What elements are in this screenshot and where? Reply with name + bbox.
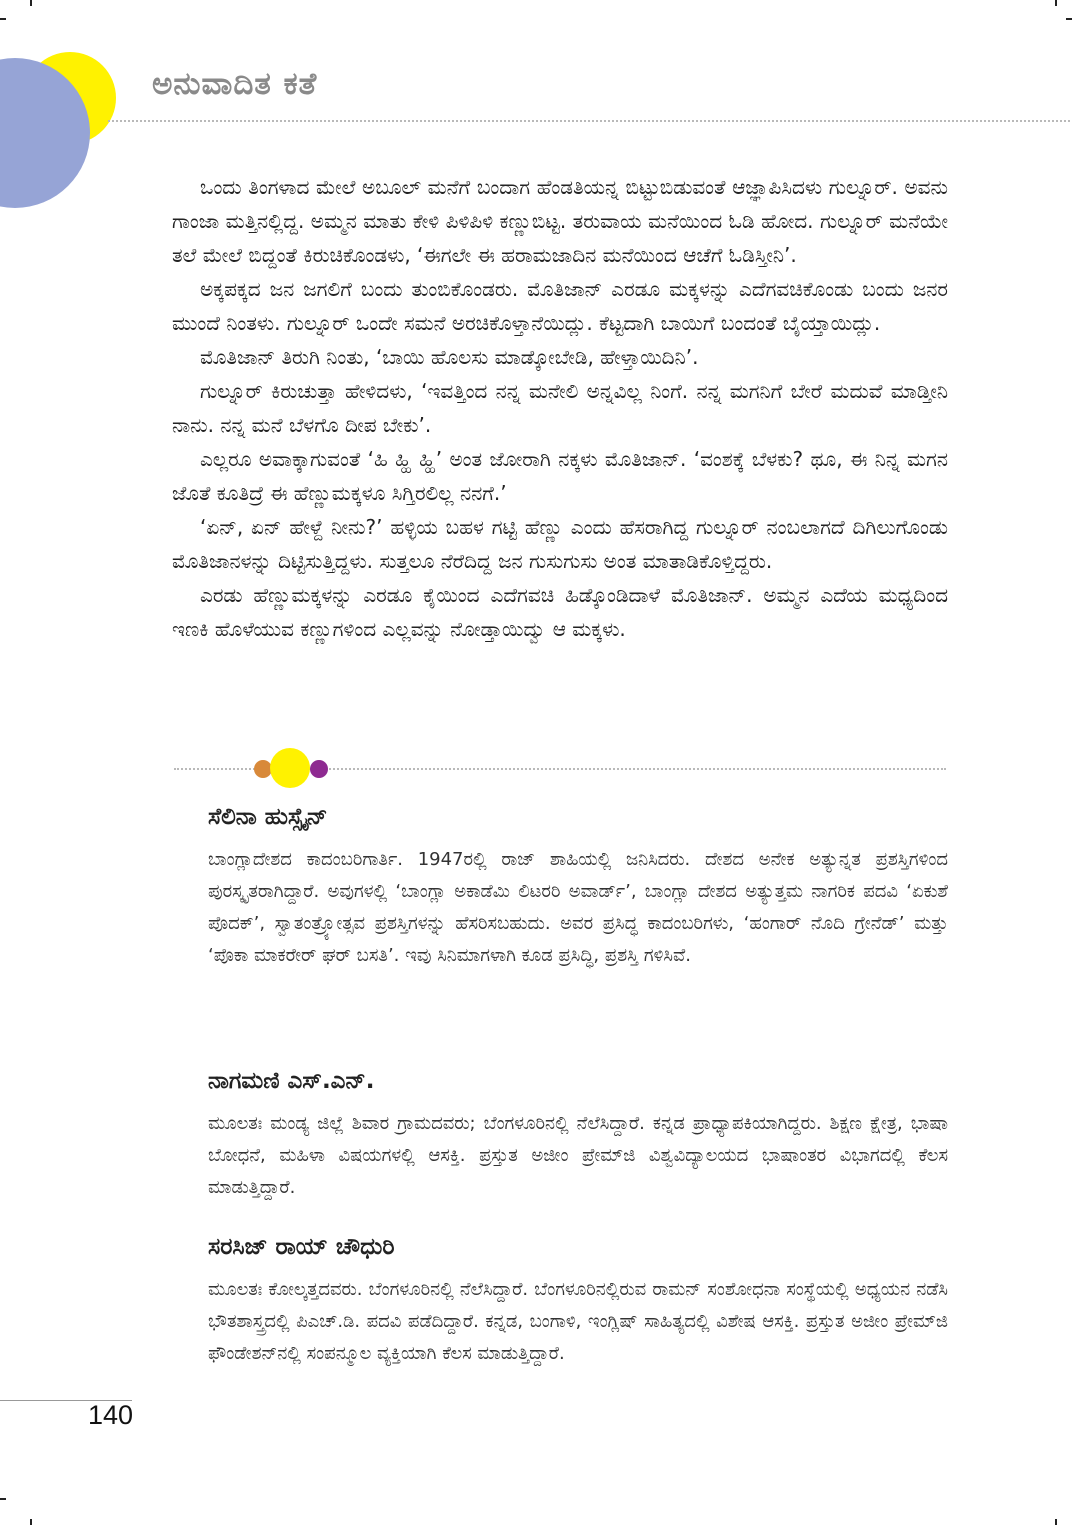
crop-mark-bottom-left <box>30 1519 32 1525</box>
bio-name: ನಾಗಮಣಿ ಎಸ್.ಎನ್. <box>208 1068 375 1094</box>
story-paragraph: ಎಲ್ಲರೂ ಅವಾಕ್ಕಾಗುವಂತೆ ‘ಹಿ ಹ್ಹಿ ಹ್ಹಿ’ ಅಂತ ಜೋರಾಗಿ ನಕ್ಕಳು ಮೊತಿಜಾನ್. ‘ವಂಶಕ್ಕೆ ಬೆಳಕು? ಥೂ, ಈ ನಿನ್ನ ಮಗನ ಜೊತೆ ಕೂತಿದ್ರೆ ಈ ಹೆಣ್ಣುಮಕ್ಕಳೂ ಸಿಗ್ತಿರಲಿಲ್ಲ ನನಗೆ.’ <box>172 447 948 505</box>
bio-text: ಬಾಂಗ್ಲಾದೇಶದ ಕಾದಂಬರಿಗಾರ್ತಿ. 1947ರಲ್ಲಿ ರಾಜ್ ಶಾಹಿಯಲ್ಲಿ ಜನಿಸಿದರು. ದೇಶದ ಅನೇಕ ಅತ್ಯುನ್ನತ ಪ್ರಶಸ್ತಿಗಳಿಂದ ಪುರಸ್ಕೃತರಾಗಿದ್ದಾರೆ. ಅವುಗಳಲ್ಲಿ ‘ಬಾಂಗ್ಲಾ ಅಕಾಡೆಮಿ ಲಿಟರರಿ ಅವಾರ್ಡ್’, ಬಾಂಗ್ಲಾ ದೇಶದ ಅತ್ಯುತ್ತಮ ನಾಗರಿಕ ಪದವಿ ‘ಏಕುಶೆ ಪೊದಕ್’, ಸ್ವಾತಂತ್ರ್ಯೋತ್ಸವ ಪ್ರಶಸ್ತಿಗಳನ್ನು ಹೆಸರಿಸಬಹುದು. ಅವರ ಪ್ರಸಿದ್ಧ ಕಾದಂಬರಿಗಳು, ‘ಹಂಗಾರ್ ನೊದಿ ಗ್ರೇನೆಡ್’ ಮತ್ತು ‘ಪೊಕಾ ಮಾಕರೇರ್ ಘರ್ ಬಸತಿ’. ಇವು ಸಿನಿಮಾಗಳಾಗಿ ಕೂಡ ಪ್ರಸಿದ್ಧಿ, ಪ್ರಶಸ್ತಿ ಗಳಿಸಿವೆ. <box>208 849 948 966</box>
bio-name: ಸರಸಿಜ್ ರಾಯ್ ಚೌಧುರಿ <box>208 1234 395 1260</box>
author-bio <box>208 804 948 972</box>
bio-text: ಮೂಲತಃ ಕೋಲ್ಕತ್ತದವರು. ಬೆಂಗಳೂರಿನಲ್ಲಿ ನೆಲೆಸಿದ್ದಾರೆ. ಬೆಂಗಳೂರಿನಲ್ಲಿರುವ ರಾಮನ್ ಸಂಶೋಧನಾ ಸಂಸ್ಥೆಯಲ್ಲಿ ಅಧ್ಯಯನ ನಡೆಸಿ ಭೌತಶಾಸ್ತ್ರದಲ್ಲಿ ಪಿಎಚ್.ಡಿ. ಪದವಿ ಪಡೆದಿದ್ದಾರೆ. ಕನ್ನಡ, ಬಂಗಾಳಿ, ಇಂಗ್ಲಿಷ್ ಸಾಹಿತ್ಯದಲ್ಲಿ ವಿಶೇಷ ಆಸಕ್ತಿ. ಪ್ರಸ್ತುತ ಅಜೀಂ ಪ್ರೇಮ್‌ಜಿ ಫೌಂಡೇಶನ್‌ನಲ್ಲಿ ಸಂಪನ್ಮೂಲ ವ್ಯಕ್ತಿಯಾಗಿ ಕೆಲಸ ಮಾಡುತ್ತಿದ್ದಾರೆ. <box>208 1279 948 1364</box>
crop-mark-left-lower <box>0 1498 6 1500</box>
translator-bio <box>208 1234 948 1370</box>
bio-text: ಮೂಲತಃ ಮಂಡ್ಯ ಜಿಲ್ಲೆ ಶಿವಾರ ಗ್ರಾಮದವರು; ಬೆಂಗಳೂರಿನಲ್ಲಿ ನೆಲೆಸಿದ್ದಾರೆ. ಕನ್ನಡ ಪ್ರಾಧ್ಯಾಪಕಿಯಾಗಿದ್ದರು. ಶಿಕ್ಷಣ ಕ್ಷೇತ್ರ, ಭಾಷಾ ಬೋಧನೆ, ಮಹಿಳಾ ವಿಷಯಗಳಲ್ಲಿ ಆಸಕ್ತಿ. ಪ್ರಸ್ತುತ ಅಜೀಂ ಪ್ರೇಮ್‌ಜಿ ವಿಶ್ವವಿದ್ಯಾಲಯದ ಭಾಷಾಂತರ ವಿಭಾಗದಲ್ಲಿ ಕೆಲಸ ಮಾಡುತ್ತಿದ್ದಾರೆ. <box>208 1113 948 1198</box>
story-paragraph: ಮೊತಿಜಾನ್ ತಿರುಗಿ ನಿಂತು, ‘ಬಾಯಿ ಹೊಲಸು ಮಾಡ್ಕೋಬೇಡಿ, ಹೇಳ್ತಾಯಿದಿನಿ’. <box>200 345 699 369</box>
crop-mark-top-left <box>30 0 32 6</box>
bio-name: ಸೆಲಿನಾ ಹುಸ್ಸೈನ್ <box>208 804 328 830</box>
story-paragraph: ‘ಏನ್, ಏನ್ ಹೇಳ್ದೆ ನೀನು?’ ಹಳ್ಳಿಯ ಬಹಳ ಗಟ್ಟಿ ಹೆಣ್ಣು ಎಂದು ಹೆಸರಾಗಿದ್ದ ಗುಲ್ನೂರ್ ನಂಬಲಾಗದೆ ದಿಗಿಲುಗೊಂಡು ಮೊತಿಜಾನಳನ್ನು ದಿಟ್ಟಿಸುತ್ತಿದ್ದಳು. ಸುತ್ತಲೂ ನೆರೆದಿದ್ದ ಜನ ಗುಸುಗುಸು ಅಂತ ಮಾತಾಡಿಕೊಳ್ತಿದ್ದರು. <box>172 515 948 573</box>
header-divider <box>108 120 1070 122</box>
story-paragraph: ಒಂದು ತಿಂಗಳಾದ ಮೇಲೆ ಅಬೂಲ್ ಮನೆಗೆ ಬಂದಾಗ ಹೆಂಡತಿಯನ್ನ ಬಿಟ್ಟುಬಿಡುವಂತೆ ಆಜ್ಞಾಪಿಸಿದಳು ಗುಲ್ನೂರ್. ಅವನು ಗಾಂಜಾ ಮತ್ತಿನಲ್ಲಿದ್ದ. ಅಮ್ಮನ ಮಾತು ಕೇಳಿ ಪಿಳಿಪಿಳಿ ಕಣ್ಣುಬಿಟ್ಟ. ತರುವಾಯ ಮನೆಯಿಂದ ಓಡಿ ಹೋದ. ಗುಲ್ನೂರ್ ಮನೆಯೇ ತಲೆ ಮೇಲೆ ಬಿದ್ದಂತೆ ಕಿರುಚಿಕೊಂಡಳು, ‘ಈಗಲೇ ಈ ಹರಾಮಜಾದಿನ ಮನೆಯಿಂದ ಆಚೆಗೆ ಓಡಿಸ್ತೀನಿ’. <box>172 175 948 267</box>
story-paragraph: ಅಕ್ಕಪಕ್ಕದ ಜನ ಜಗಲಿಗೆ ಬಂದು ತುಂಬಿಕೊಂಡರು. ಮೊತಿಜಾನ್ ಎರಡೂ ಮಕ್ಕಳನ್ನು ಎದೆಗವಚಿಕೊಂಡು ಬಂದು ಜನರ ಮುಂದೆ ನಿಂತಳು. ಗುಲ್ನೂರ್ ಒಂದೇ ಸಮನೆ ಅರಚಿಕೊಳ್ತಾನೆಯಿದ್ಲು. ಕೆಟ್ಟದಾಗಿ ಬಾಯಿಗೆ ಬಂದಂತೆ ಬೈಯ್ತಾಯಿದ್ಲು. <box>172 277 948 335</box>
crop-mark-right-upper <box>1066 18 1072 20</box>
translator-bio <box>208 1068 948 1204</box>
purple-dot-decoration <box>310 760 328 778</box>
story-body <box>172 170 948 646</box>
section-title: ಅನುವಾದಿತ ಕತೆ <box>152 66 318 102</box>
story-paragraph: ಎರಡು ಹೆಣ್ಣುಮಕ್ಕಳನ್ನು ಎರಡೂ ಕೈಯಿಂದ ಎದೆಗವಚಿ ಹಿಡ್ಕೊಂಡಿದಾಳೆ ಮೊತಿಜಾನ್. ಅಮ್ಮನ ಎದೆಯ ಮಧ್ಯದಿಂದ ಇಣಕಿ ಹೊಳೆಯುವ ಕಣ್ಣುಗಳಿಂದ ಎಲ್ಲವನ್ನು ನೋಡ್ತಾಯಿದ್ವು ಆ ಮಕ್ಕಳು. <box>172 583 948 641</box>
crop-mark-bottom-right <box>1055 1519 1057 1525</box>
yellow-dot-decoration <box>270 748 310 788</box>
crop-mark-left-upper <box>0 18 6 20</box>
page-number: 140 <box>88 1400 134 1430</box>
story-paragraph: ಗುಲ್ನೂರ್ ಕಿರುಚುತ್ತಾ ಹೇಳಿದಳು, ‘ಇವತ್ತಿಂದ ನನ್ನ ಮನೇಲಿ ಅನ್ನವಿಲ್ಲ ನಿಂಗೆ. ನನ್ನ ಮಗನಿಗೆ ಬೇರೆ ಮದುವೆ ಮಾಡ್ತೀನಿ ನಾನು. ನನ್ನ ಮನೆ ಬೆಳಗೊ ದೀಪ ಬೇಕು’. <box>172 379 948 437</box>
crop-mark-top-right <box>1055 0 1057 6</box>
